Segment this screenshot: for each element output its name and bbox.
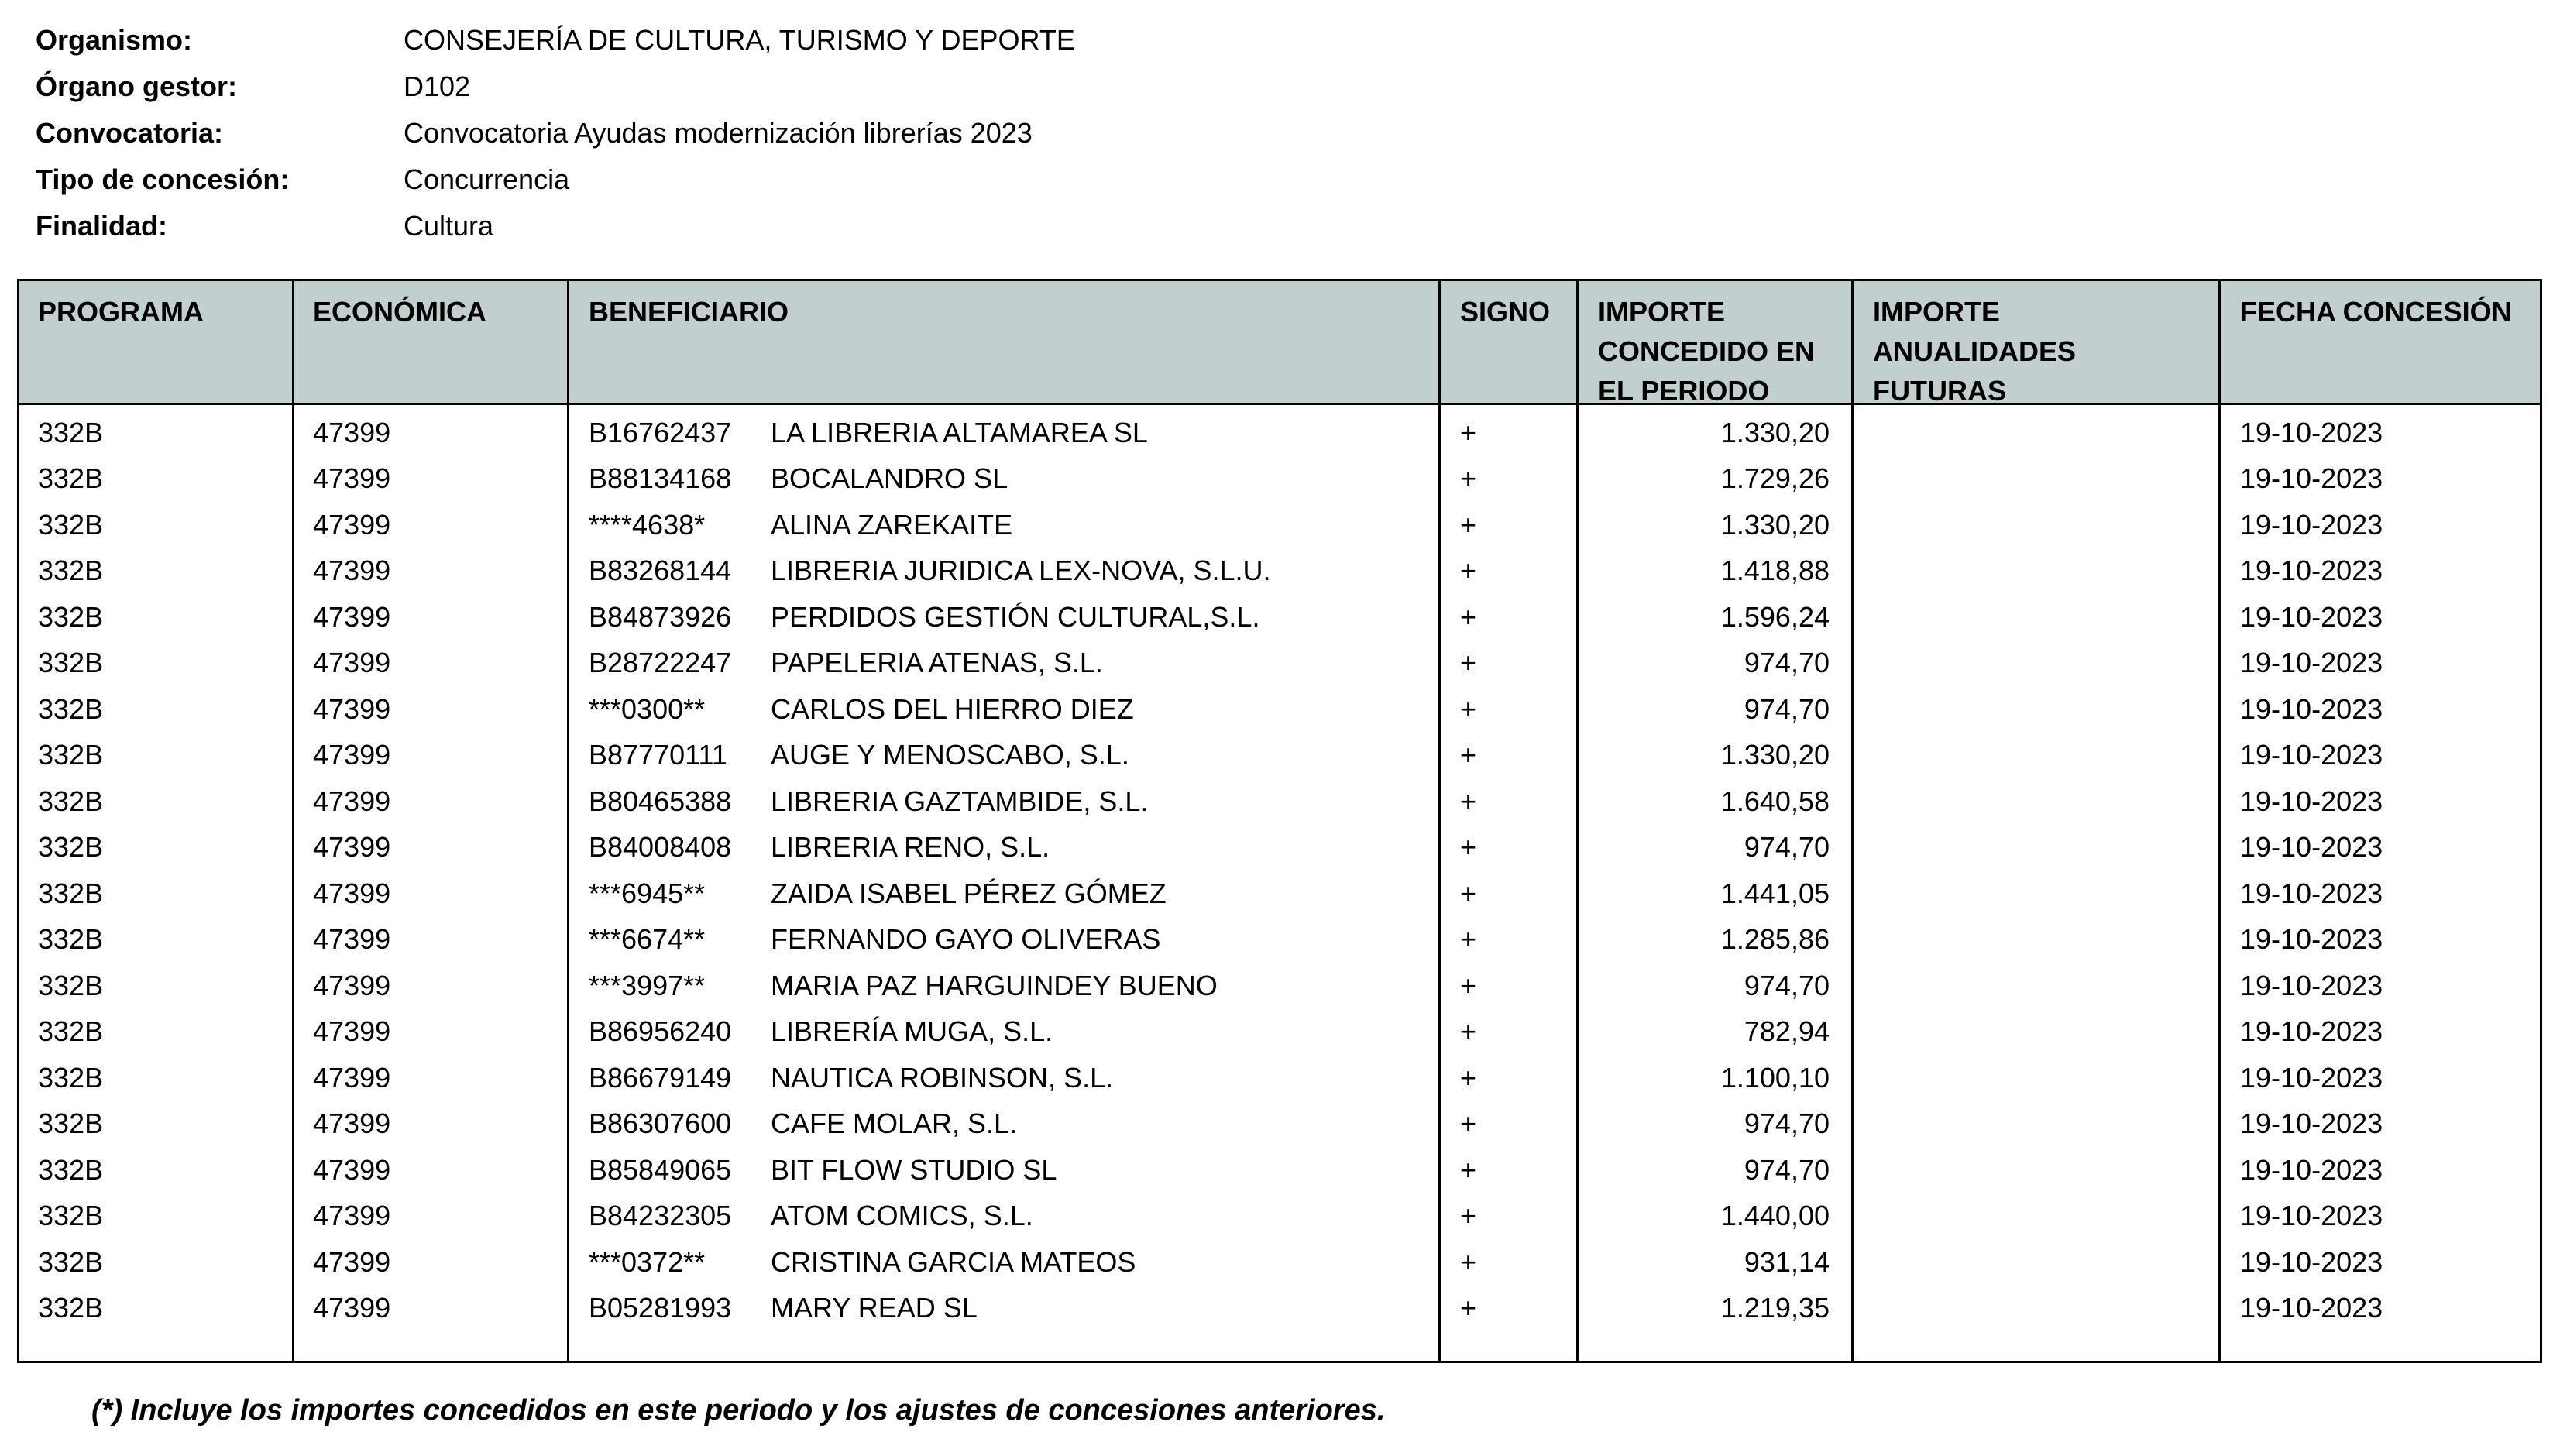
cell-fecha: 19-10-2023 bbox=[2240, 462, 2383, 495]
header-programa: PROGRAMA bbox=[38, 296, 204, 328]
cell-signo: + bbox=[1460, 1153, 1477, 1186]
table-row bbox=[19, 963, 2540, 1009]
cell-beneficiario-nombre: CARLOS DEL HIERRO DIEZ bbox=[771, 692, 1134, 725]
table-row bbox=[19, 640, 2540, 687]
cell-beneficiario-nombre: PAPELERIA ATENAS, S.L. bbox=[771, 647, 1103, 679]
cell-fecha: 19-10-2023 bbox=[2240, 555, 2383, 587]
meta-value: D102 bbox=[404, 70, 471, 102]
meta-tipo bbox=[36, 156, 1075, 203]
cell-programa: 332B bbox=[38, 969, 104, 1001]
table-row bbox=[19, 917, 2540, 963]
cell-beneficiario-nombre: LIBRERÍA MUGA, S.L. bbox=[771, 1015, 1053, 1048]
cell-importe: 1.640,58 bbox=[1720, 785, 1830, 817]
cell-programa: 332B bbox=[38, 1061, 104, 1094]
table-row bbox=[19, 410, 2540, 456]
cell-importe: 931,14 bbox=[1744, 1245, 1830, 1278]
cell-signo: + bbox=[1460, 1200, 1477, 1232]
cell-fecha: 19-10-2023 bbox=[2240, 1015, 2383, 1048]
header-importe-line: EL PERIODO bbox=[1598, 375, 1770, 407]
cell-signo: + bbox=[1460, 600, 1477, 633]
cell-fecha: 19-10-2023 bbox=[2240, 785, 2383, 817]
cell-beneficiario-nombre: CAFE MOLAR, S.L. bbox=[771, 1107, 1018, 1140]
cell-beneficiario-id: B84008408 bbox=[589, 831, 732, 864]
cell-importe: 782,94 bbox=[1744, 1015, 1830, 1048]
cell-beneficiario-id: ***3997** bbox=[589, 969, 706, 1001]
cell-economica: 47399 bbox=[313, 692, 391, 725]
cell-signo: + bbox=[1460, 508, 1477, 541]
cell-economica: 47399 bbox=[313, 785, 391, 817]
cell-fecha: 19-10-2023 bbox=[2240, 508, 2383, 541]
cell-programa: 332B bbox=[38, 600, 104, 633]
cell-programa: 332B bbox=[38, 692, 104, 725]
cell-economica: 47399 bbox=[313, 462, 391, 495]
cell-beneficiario-id: ***0372** bbox=[589, 1245, 706, 1278]
cell-programa: 332B bbox=[38, 877, 104, 909]
cell-importe: 974,70 bbox=[1744, 647, 1830, 679]
meta-value: CONSEJERÍA DE CULTURA, TURISMO Y DEPORTE bbox=[404, 24, 1075, 56]
header-anualidades-line: IMPORTE bbox=[1873, 296, 2001, 328]
cell-programa: 332B bbox=[38, 555, 104, 587]
cell-programa: 332B bbox=[38, 416, 104, 448]
cell-signo: + bbox=[1460, 969, 1477, 1001]
cell-programa: 332B bbox=[38, 1292, 104, 1324]
cell-economica: 47399 bbox=[313, 1200, 391, 1232]
cell-fecha: 19-10-2023 bbox=[2240, 1245, 2383, 1278]
cell-signo: + bbox=[1460, 647, 1477, 679]
cell-fecha: 19-10-2023 bbox=[2240, 969, 2383, 1001]
cell-programa: 332B bbox=[38, 1245, 104, 1278]
table-row bbox=[19, 1147, 2540, 1193]
cell-beneficiario-id: B05281993 bbox=[589, 1292, 732, 1324]
cell-beneficiario-id: ***0300** bbox=[589, 692, 706, 725]
cell-economica: 47399 bbox=[313, 1292, 391, 1324]
cell-signo: + bbox=[1460, 923, 1477, 956]
cell-fecha: 19-10-2023 bbox=[2240, 600, 2383, 633]
cell-beneficiario-id: B84232305 bbox=[589, 1200, 732, 1232]
table-row bbox=[19, 871, 2540, 917]
cell-beneficiario-id: B28722247 bbox=[589, 647, 732, 679]
cell-importe: 1.596,24 bbox=[1720, 600, 1830, 633]
cell-programa: 332B bbox=[38, 462, 104, 495]
cell-beneficiario-id: B83268144 bbox=[589, 555, 732, 587]
meta-value: Concurrencia bbox=[404, 163, 570, 195]
cell-importe: 1.729,26 bbox=[1720, 462, 1830, 495]
header-beneficiario: BENEFICIARIO bbox=[589, 296, 789, 328]
table-row bbox=[19, 733, 2540, 779]
table-row bbox=[19, 1009, 2540, 1056]
header-importe bbox=[1598, 292, 1815, 410]
cell-beneficiario-nombre: MARIA PAZ HARGUINDEY BUENO bbox=[771, 969, 1218, 1001]
cell-economica: 47399 bbox=[313, 1107, 391, 1140]
cell-programa: 332B bbox=[38, 1153, 104, 1186]
cell-programa: 332B bbox=[38, 1200, 104, 1232]
cell-signo: + bbox=[1460, 1015, 1477, 1048]
document-metadata bbox=[36, 17, 1075, 249]
meta-value: Convocatoria Ayudas modernización librerías 2023 bbox=[404, 117, 1033, 149]
cell-signo: + bbox=[1460, 555, 1477, 587]
cell-beneficiario-id: B85849065 bbox=[589, 1153, 732, 1186]
table-row bbox=[19, 1286, 2540, 1332]
cell-fecha: 19-10-2023 bbox=[2240, 739, 2383, 771]
cell-beneficiario-nombre: PERDIDOS GESTIÓN CULTURAL,S.L. bbox=[771, 600, 1260, 633]
cell-economica: 47399 bbox=[313, 647, 391, 679]
table-header bbox=[19, 281, 2540, 405]
cell-importe: 974,70 bbox=[1744, 969, 1830, 1001]
table-row bbox=[19, 1101, 2540, 1148]
header-fecha: FECHA CONCESIÓN bbox=[2240, 296, 2512, 328]
cell-beneficiario-id: B88134168 bbox=[589, 462, 732, 495]
cell-beneficiario-id: B87770111 bbox=[589, 739, 727, 771]
cell-signo: + bbox=[1460, 1061, 1477, 1094]
cell-fecha: 19-10-2023 bbox=[2240, 647, 2383, 679]
meta-label: Organismo: bbox=[36, 24, 193, 56]
table-row bbox=[19, 1055, 2540, 1101]
cell-importe: 1.441,05 bbox=[1720, 877, 1830, 909]
cell-fecha: 19-10-2023 bbox=[2240, 1061, 2383, 1094]
cell-economica: 47399 bbox=[313, 1015, 391, 1048]
table-row bbox=[19, 825, 2540, 871]
cell-fecha: 19-10-2023 bbox=[2240, 692, 2383, 725]
table-row bbox=[19, 594, 2540, 640]
cell-economica: 47399 bbox=[313, 831, 391, 864]
cell-beneficiario-nombre: BOCALANDRO SL bbox=[771, 462, 1008, 495]
cell-beneficiario-id: B86307600 bbox=[589, 1107, 732, 1140]
cell-beneficiario-nombre: LA LIBRERIA ALTAMAREA SL bbox=[771, 416, 1148, 448]
cell-economica: 47399 bbox=[313, 1153, 391, 1186]
cell-economica: 47399 bbox=[313, 508, 391, 541]
cell-economica: 47399 bbox=[313, 877, 391, 909]
cell-signo: + bbox=[1460, 1292, 1477, 1324]
cell-economica: 47399 bbox=[313, 969, 391, 1001]
cell-programa: 332B bbox=[38, 647, 104, 679]
cell-importe: 1.100,10 bbox=[1720, 1061, 1830, 1094]
cell-beneficiario-nombre: LIBRERIA GAZTAMBIDE, S.L. bbox=[771, 785, 1149, 817]
table-row bbox=[19, 686, 2540, 733]
cell-signo: + bbox=[1460, 1107, 1477, 1140]
table-row bbox=[19, 778, 2540, 825]
cell-importe: 974,70 bbox=[1744, 831, 1830, 864]
cell-programa: 332B bbox=[38, 739, 104, 771]
meta-organo bbox=[36, 64, 1075, 110]
table-row bbox=[19, 502, 2540, 548]
cell-economica: 47399 bbox=[313, 739, 391, 771]
cell-importe: 1.219,35 bbox=[1720, 1292, 1830, 1324]
cell-fecha: 19-10-2023 bbox=[2240, 877, 2383, 909]
header-importe-line: CONCEDIDO EN bbox=[1598, 335, 1816, 367]
cell-beneficiario-nombre: NAUTICA ROBINSON, S.L. bbox=[771, 1061, 1114, 1094]
concessions-table bbox=[17, 279, 2542, 1363]
header-anualidades-line: FUTURAS bbox=[1873, 375, 2006, 407]
cell-importe: 1.440,00 bbox=[1720, 1200, 1830, 1232]
cell-beneficiario-nombre: ALINA ZAREKAITE bbox=[771, 508, 1013, 541]
cell-importe: 974,70 bbox=[1744, 1107, 1830, 1140]
header-importe-line: IMPORTE bbox=[1598, 296, 1726, 328]
cell-signo: + bbox=[1460, 877, 1477, 909]
cell-economica: 47399 bbox=[313, 416, 391, 448]
table-row bbox=[19, 548, 2540, 595]
cell-beneficiario-nombre: ZAIDA ISABEL PÉREZ GÓMEZ bbox=[771, 877, 1167, 909]
cell-fecha: 19-10-2023 bbox=[2240, 923, 2383, 956]
cell-beneficiario-id: ***6674** bbox=[589, 923, 706, 956]
cell-beneficiario-id: B84873926 bbox=[589, 600, 732, 633]
cell-economica: 47399 bbox=[313, 1245, 391, 1278]
table-row bbox=[19, 1239, 2540, 1286]
cell-importe: 1.330,20 bbox=[1720, 508, 1830, 541]
cell-beneficiario-nombre: LIBRERIA JURIDICA LEX-NOVA, S.L.U. bbox=[771, 555, 1271, 587]
cell-signo: + bbox=[1460, 462, 1477, 495]
meta-organismo bbox=[36, 17, 1075, 64]
cell-economica: 47399 bbox=[313, 600, 391, 633]
header-anualidades bbox=[1873, 292, 2076, 410]
cell-economica: 47399 bbox=[313, 923, 391, 956]
cell-signo: + bbox=[1460, 1245, 1477, 1278]
meta-label: Órgano gestor: bbox=[36, 70, 238, 102]
table-row bbox=[19, 1193, 2540, 1240]
cell-importe: 1.330,20 bbox=[1720, 739, 1830, 771]
cell-importe: 1.285,86 bbox=[1720, 923, 1830, 956]
footnote: (*) Incluye los importes concedidos en este periodo y los ajustes de concesiones anteriores. bbox=[91, 1394, 1386, 1427]
meta-label: Convocatoria: bbox=[36, 117, 224, 149]
cell-fecha: 19-10-2023 bbox=[2240, 831, 2383, 864]
cell-beneficiario-nombre: ATOM COMICS, S.L. bbox=[771, 1200, 1033, 1232]
meta-finalidad bbox=[36, 203, 1075, 249]
cell-signo: + bbox=[1460, 416, 1477, 448]
cell-programa: 332B bbox=[38, 923, 104, 956]
cell-programa: 332B bbox=[38, 831, 104, 864]
cell-importe: 1.418,88 bbox=[1720, 555, 1830, 587]
cell-fecha: 19-10-2023 bbox=[2240, 1200, 2383, 1232]
cell-beneficiario-id: B86956240 bbox=[589, 1015, 732, 1048]
cell-programa: 332B bbox=[38, 785, 104, 817]
table-row bbox=[19, 456, 2540, 503]
cell-fecha: 19-10-2023 bbox=[2240, 1153, 2383, 1186]
cell-beneficiario-id: B16762437 bbox=[589, 416, 732, 448]
cell-importe: 974,70 bbox=[1744, 692, 1830, 725]
meta-convocatoria bbox=[36, 110, 1075, 156]
cell-fecha: 19-10-2023 bbox=[2240, 1107, 2383, 1140]
cell-fecha: 19-10-2023 bbox=[2240, 1292, 2383, 1324]
cell-signo: + bbox=[1460, 785, 1477, 817]
cell-beneficiario-nombre: AUGE Y MENOSCABO, S.L. bbox=[771, 739, 1129, 771]
cell-beneficiario-id: B80465388 bbox=[589, 785, 732, 817]
meta-label: Finalidad: bbox=[36, 210, 167, 242]
cell-beneficiario-nombre: LIBRERIA RENO, S.L. bbox=[771, 831, 1050, 864]
cell-beneficiario-nombre: FERNANDO GAYO OLIVERAS bbox=[771, 923, 1161, 956]
cell-fecha: 19-10-2023 bbox=[2240, 416, 2383, 448]
cell-economica: 47399 bbox=[313, 555, 391, 587]
cell-signo: + bbox=[1460, 739, 1477, 771]
cell-beneficiario-id: ****4638* bbox=[589, 508, 706, 541]
cell-economica: 47399 bbox=[313, 1061, 391, 1094]
header-signo: SIGNO bbox=[1460, 296, 1551, 328]
cell-beneficiario-id: ***6945** bbox=[589, 877, 706, 909]
cell-programa: 332B bbox=[38, 1107, 104, 1140]
meta-label: Tipo de concesión: bbox=[36, 163, 290, 195]
cell-beneficiario-id: B86679149 bbox=[589, 1061, 732, 1094]
meta-value: Cultura bbox=[404, 210, 494, 242]
header-economica: ECONÓMICA bbox=[313, 296, 486, 328]
cell-importe: 974,70 bbox=[1744, 1153, 1830, 1186]
cell-beneficiario-nombre: BIT FLOW STUDIO SL bbox=[771, 1153, 1057, 1186]
cell-beneficiario-nombre: CRISTINA GARCIA MATEOS bbox=[771, 1245, 1136, 1278]
header-anualidades-line: ANUALIDADES bbox=[1873, 335, 2077, 367]
cell-programa: 332B bbox=[38, 508, 104, 541]
cell-signo: + bbox=[1460, 692, 1477, 725]
cell-signo: + bbox=[1460, 831, 1477, 864]
cell-programa: 332B bbox=[38, 1015, 104, 1048]
cell-beneficiario-nombre: MARY READ SL bbox=[771, 1292, 978, 1324]
cell-importe: 1.330,20 bbox=[1720, 416, 1830, 448]
